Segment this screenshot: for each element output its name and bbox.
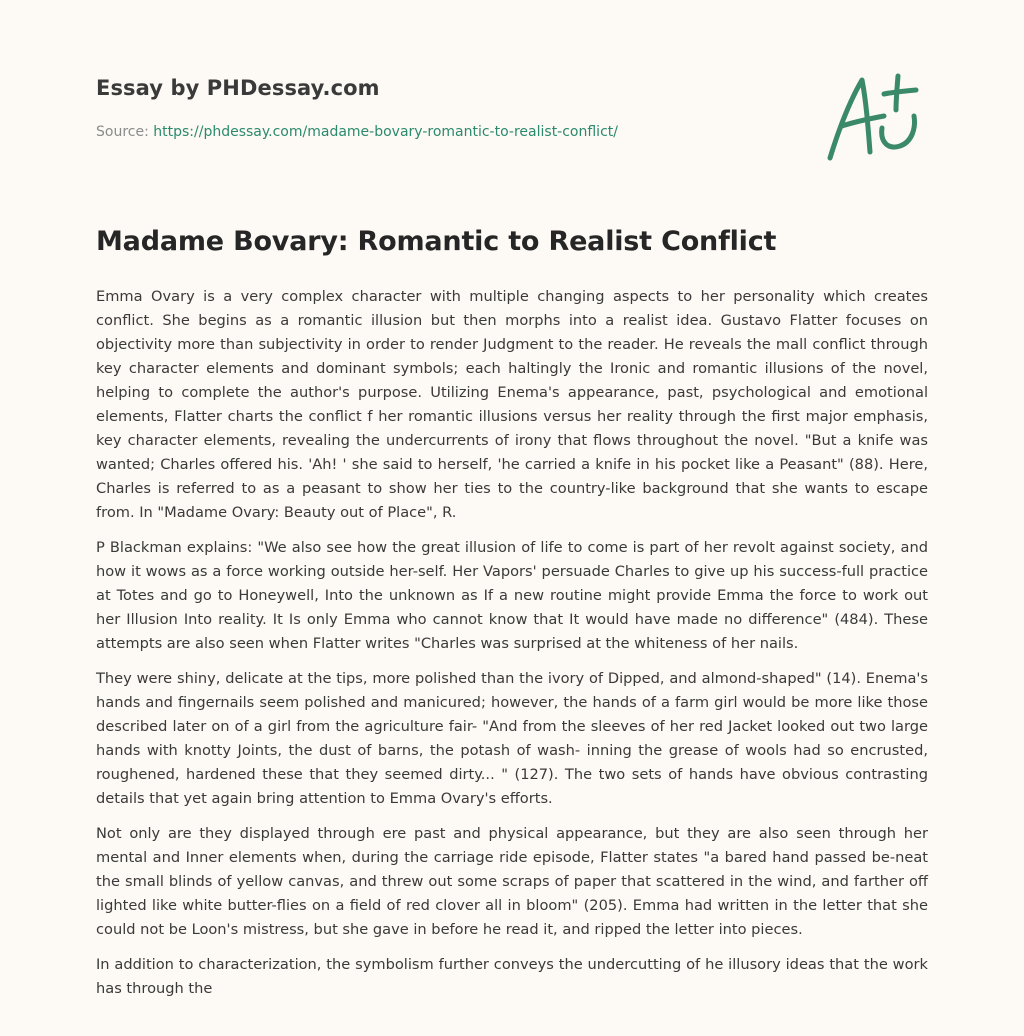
essay-title: Madame Bovary: Romantic to Realist Conflict	[96, 226, 777, 257]
essay-paragraph: They were shiny, delicate at the tips, more polished than the ivory of Dipped, and almond-shaped" (14). Enema's hands and fingernails seem polished and manicured; however, the hands of a farm girl would be more like those described later on of a girl from the agriculture fair- "And from the sleeves of her red Jacket looked out two large hands with knotty Joints, the dust of barns, the potash of wash- inning the grease of wools had so encrusted, roughened, hardened these that they seemed dirty... " (127). The two sets of hands have obvious contrasting details that yet again bring attention to Emma Ovary's efforts.	[96, 670, 928, 807]
a-plus-grade-icon	[824, 70, 926, 162]
source-link[interactable]: https://phdessay.com/madame-bovary-romantic-to-realist-conflict/	[153, 124, 618, 140]
essay-paragraph: Emma Ovary is a very complex character with multiple changing aspects to her personality which creates conflict. She begins as a romantic illusion but then morphs into a realist idea. Gustavo Flatter focuses on objectivity more than subjectivity in order to render Judgment to the reader. He reveals the mall conflict through key character elements and dominant symbols; each haltingly the Ironic and romantic illusions of the novel, helping to complete the author's purpose. Utilizing Enema's appearance, past, psychological and emotional elements, Flatter charts the conflict f her romantic illusions versus her reality through the first major emphasis, key character elements, revealing the undercurrents of irony that flows throughout the novel. "But a knife was wanted; Charles offered his. 'Ah! ' she said to herself, 'he carried a knife in his pocket like a Peasant" (88). Here, Charles is referred to as a peasant to show her ties to the country-like background that she wants to escape from. In "Madame Ovary: Beauty out of Place", R.	[96, 288, 928, 521]
essay-paragraph: Not only are they displayed through ere past and physical appearance, but they are also seen through her mental and Inner elements when, during the carriage ride episode, Flatter states "a bared hand passed be-neat the small blinds of yellow canvas, and threw out some scraps of paper that scattered in the wind, and farther off lighted like white butter-flies on a field of red clover all in bloom" (205). Emma had written in the letter that she could not be Loon's mistress, but she gave in before he read it, and ripped the letter into pieces.	[96, 825, 928, 938]
essay-paragraph: P Blackman explains: "We also see how the great illusion of life to come is part of her revolt against society, and how it wows as a force working outside her-self. Her Vapors' persuade Charles to give up his success-full practice at Totes and go to Honeywell, Into the unknown as If a new routine might provide Emma the force to work out her Illusion Into reality. It Is only Emma who cannot know that It would have made no difference" (484). These attempts are also seen when Flatter writes "Charles was surprised at the whiteness of her nails.	[96, 539, 928, 652]
essay-paragraph: In addition to characterization, the symbolism further conveys the undercutting of he illusory ideas that the work has through the	[96, 956, 928, 997]
essay-body	[96, 285, 928, 1012]
source-line	[96, 124, 618, 140]
site-brand: Essay by PHDessay.com	[96, 76, 380, 100]
source-label: Source:	[96, 124, 154, 140]
